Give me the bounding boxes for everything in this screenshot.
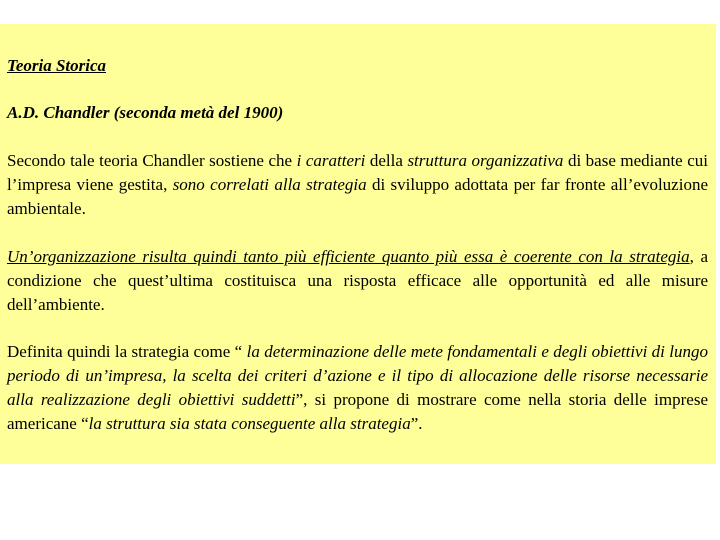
subheading (7, 101, 708, 125)
p1-italic-caratteri: i caratteri (296, 151, 366, 170)
p3-text-1: Definita quindi la strategia come “ (7, 342, 247, 361)
p2-text: , a condizione che quest’ultima costituisca una risposta efficace alle opportunità ed alle misure dell’ambiente. (7, 247, 709, 314)
heading (7, 54, 708, 78)
paragraph-strategy (7, 340, 708, 436)
p3-text-3: ”. (410, 414, 423, 433)
p3-italic-definition: la determinazione delle mete fondamentali e degli obiettivi di lungo periodo di un’impresa, la scelta dei criteri d’azione e il tipo di allocazione delle risorse necessarie alla realizzazione degli obiettivi suddetti (7, 342, 709, 409)
p1-italic-struttura: struttura organizzativa (407, 151, 564, 170)
p1-text-2: della (365, 151, 408, 170)
p1-italic-correlati: sono correlati alla strategia (172, 175, 367, 194)
p1-text-3: di base mediante cui l’impresa viene gestita, (7, 151, 709, 194)
p1-text-4: di sviluppo adottata per far fronte all’evoluzione ambientale. (7, 175, 708, 218)
p3-text-2: ”, si propone di mostrare come nella storia delle imprese americane “ (7, 390, 708, 433)
slide-content-panel (0, 24, 716, 464)
paragraph-theory (7, 149, 708, 221)
heading-text: Teoria Storica (7, 56, 107, 75)
p2-underlined-italic: Un’organizzazione risulta quindi tanto più efficiente quanto più essa è coerente con la strategia (7, 247, 690, 266)
p1-text-1: Secondo tale teoria Chandler sostiene che (7, 151, 297, 170)
paragraph-organization (7, 245, 708, 317)
p3-italic-conclusion: la struttura sia stata conseguente alla strategia (88, 414, 411, 433)
subheading-text: A.D. Chandler (seconda metà del 1900) (7, 103, 284, 122)
